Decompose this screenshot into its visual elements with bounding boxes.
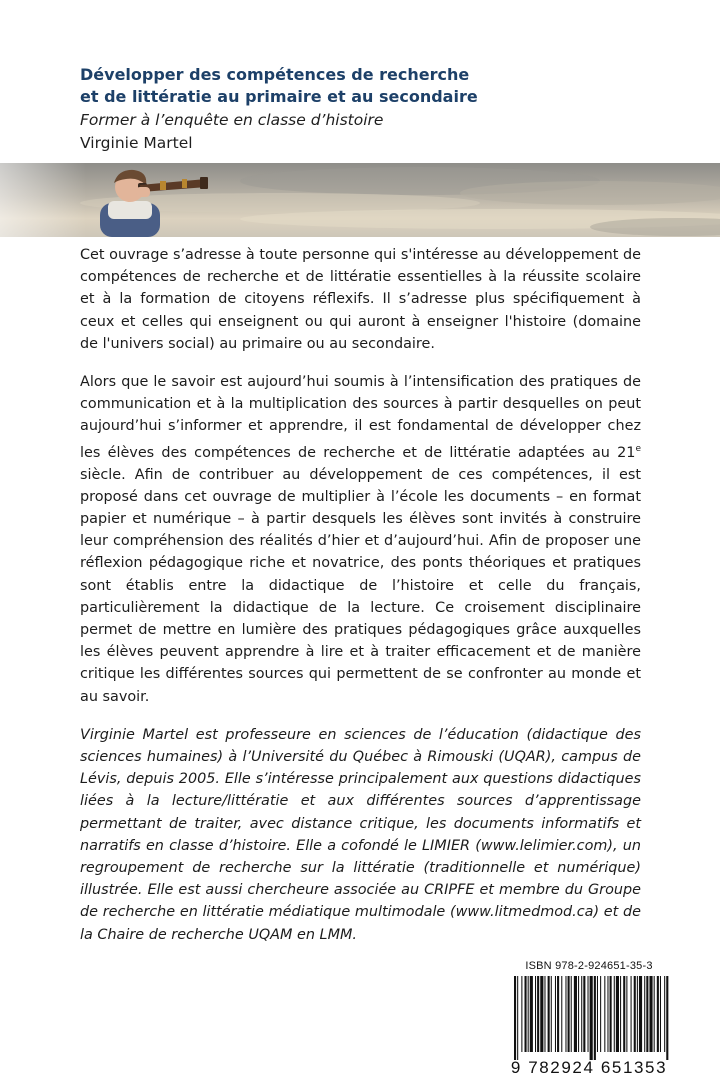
barcode-bar (514, 976, 516, 1060)
barcode-bar (614, 976, 615, 1052)
barcode-bar (594, 976, 596, 1060)
author-biography: Virginie Martel est professeure en sciences de l’éducation (didactique des sciences humaines) à l’Université du Québec à Rimouski (UQAR), campus de Lévis, depuis 2005. Elle s’intéresse principalement aux questions didactiques liées à la lecture/littératie et aux différentes sources d’apprentissage permettant de traiter, avec distance critique, les documents informatifs et narratifs en classe d’histoire. Elle a cofondé le LIMIER (www.lelimier.com), un regroupement de recherche sur la littératie (traditionnelle et numérique) illustrée. Elle est aussi chercheure associée au CRIPFE et membre du Groupe de recherche en littératie médiatique multimodale (www.litmedmod.ca) et de la Chaire de recherche UQAM en LMM. (80, 726, 641, 943)
barcode-bar (574, 976, 577, 1052)
barcode-bar (600, 976, 601, 1052)
barcode-bar (544, 976, 545, 1052)
barcode-bar (646, 976, 648, 1052)
barcode-bar (568, 976, 570, 1052)
barcode-bar (637, 976, 638, 1052)
barcode-bar (654, 976, 655, 1052)
paragraph-main: Alors que le savoir est aujourd’hui soumis à l’intensification des pratiques de communication et à la multiplication des sources à partir desquelles on peut aujourd’hui s’informer et apprendre, il est fondamental de développer chez les élèves des compétences de recherche et de littératie adaptées au 21e siècle. Afin de contribuer au développement de ces compétences, il est proposé dans cet ouvrage de multiplier à l’école les documents – en format papier et numérique – à partir desquels les élèves sont invités à construire leur compréhension des réalités d’hier et d’aujourd’hui. Afin de proposer une réflexion pédagogique riche et novatrice, des ponts théoriques et pratiques sont établis entre la didactique de l’histoire et celle du français, particulièrement la didactique de la lecture. Ce croisement disciplinaire permet de mettre en lumière des pratiques pédagogiques grâce auxquelles les élèves peuvent apprendre à lire et à traiter efficacement et de manière critique les différentes sources qui permettent de se confronter au monde et au savoir. (80, 374, 641, 705)
barcode-bar (578, 976, 579, 1052)
barcode-bar (571, 976, 572, 1052)
barcode-bar (597, 976, 598, 1052)
barcode-bar (521, 976, 522, 1052)
barcode-bar (623, 976, 625, 1052)
paragraph-intro: Cet ouvrage s’adresse à toute personne qui s'intéresse au développement de compétences de recherche et de littératie essentielles à la réussite scolaire et à la formation de citoyens réflexifs. Il s’adresse plus spécifiquement à ceux et celles qui enseignent ou qui auront à enseigner l'histoire (domaine de l'univers social) au primaire ou au secondaire. (80, 247, 641, 352)
barcode-bar (530, 976, 533, 1052)
barcode-bar (610, 976, 612, 1052)
barcode-bar (590, 976, 593, 1060)
title-block (80, 64, 680, 154)
barcode-bar (525, 976, 527, 1052)
barcode-bar (660, 976, 661, 1052)
barcode-bar (620, 976, 621, 1052)
barcode-bar (561, 976, 562, 1052)
barcode-bar (535, 976, 536, 1052)
barcode-bar (548, 976, 550, 1052)
barcode-bar (664, 976, 665, 1052)
barcode-bar (565, 976, 566, 1052)
cover-banner-image (0, 163, 720, 237)
barcode-bar (626, 976, 627, 1052)
boy-with-telescope-illustration (0, 163, 720, 237)
barcode-digits: 9 782924 651353 (510, 1058, 668, 1077)
barcode-bar (537, 976, 539, 1052)
barcode-bar (644, 976, 645, 1052)
barcode-bars (502, 976, 676, 1060)
barcode-bar (639, 976, 642, 1052)
barcode-bar (555, 976, 556, 1052)
barcode-bar (666, 976, 668, 1060)
book-title-line-2: et de littératie au primaire et au secondaire (80, 87, 478, 106)
barcode-bar (649, 976, 652, 1052)
book-subtitle: Former à l’enquête en classe d’histoire (80, 111, 384, 129)
barcode-bar (557, 976, 559, 1052)
book-author: Virginie Martel (80, 134, 193, 152)
barcode-bar (581, 976, 582, 1052)
barcode-bar (540, 976, 543, 1052)
barcode-bar (528, 976, 529, 1052)
book-title-line-1: Développer des compétences de recherche (80, 65, 470, 84)
barcode-bar (634, 976, 636, 1052)
barcode-bar (588, 976, 589, 1052)
isbn-barcode-block (502, 960, 676, 1076)
barcode (502, 976, 676, 1076)
barcode-bar (604, 976, 605, 1052)
barcode-bar (631, 976, 632, 1052)
barcode-bar (517, 976, 518, 1060)
back-cover-description (80, 244, 641, 962)
isbn-label: ISBN 978-2-924651-35-3 (525, 960, 653, 972)
barcode-bar (616, 976, 619, 1052)
barcode-bar (551, 976, 552, 1052)
barcode-bar (607, 976, 608, 1052)
barcode-bar (657, 976, 659, 1052)
barcode-bar (583, 976, 585, 1052)
